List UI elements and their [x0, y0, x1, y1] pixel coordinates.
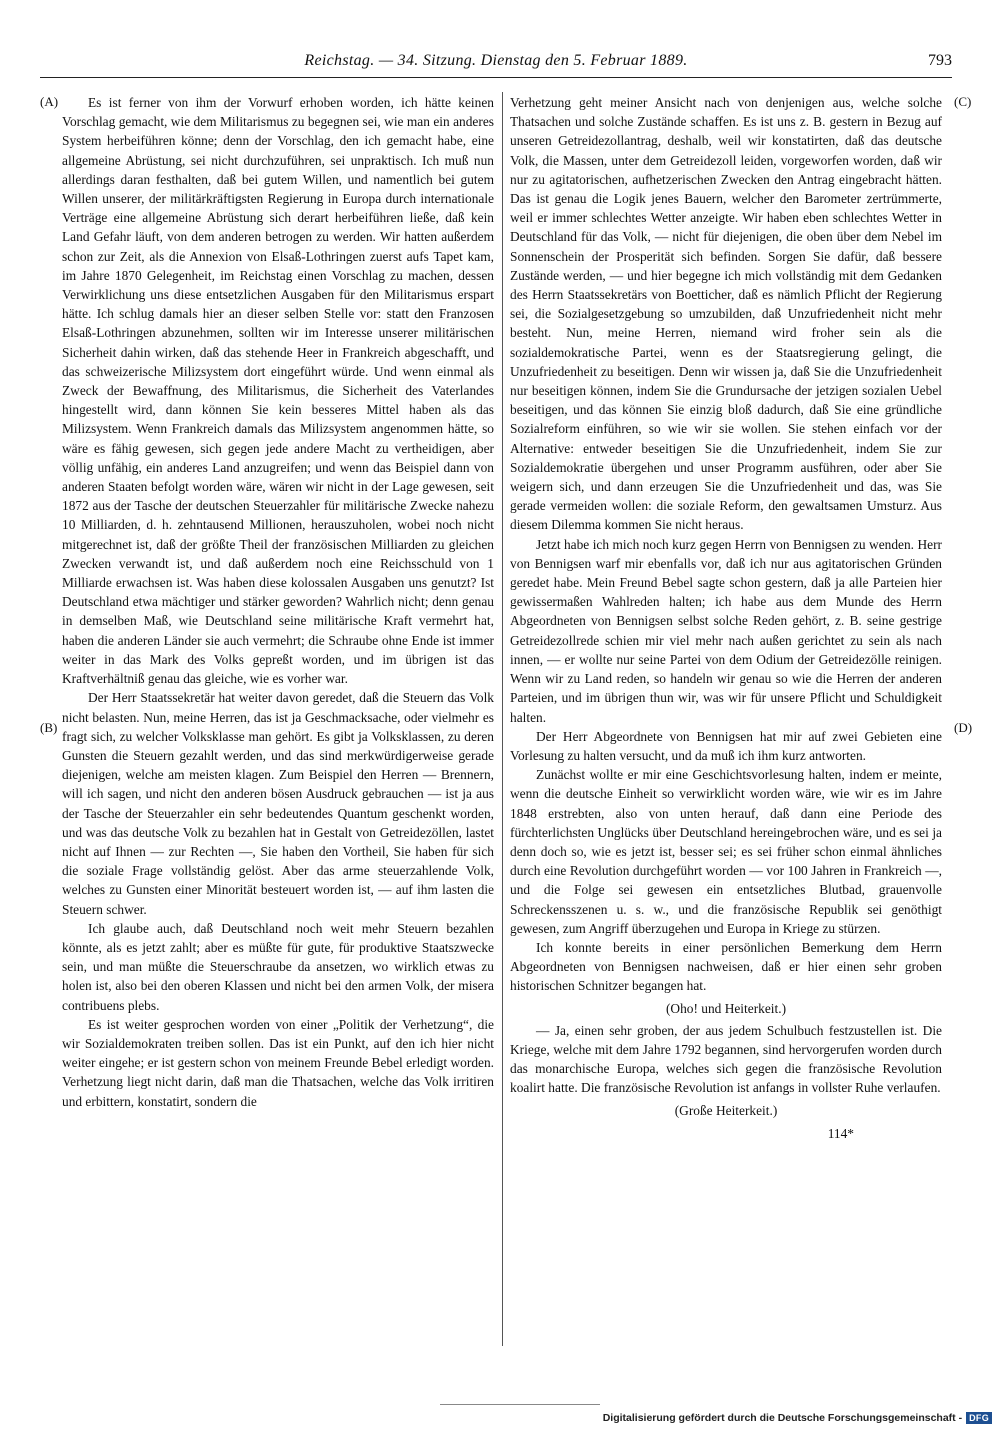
margin-marker-b: (B) — [40, 720, 58, 735]
margin-marker-c: (C) — [954, 94, 972, 109]
dfg-logo: DFG — [966, 1412, 992, 1424]
header-rule — [40, 77, 952, 78]
right-paragraph-4: Zunächst wollte er mir eine Geschichtsvorlesung halten, indem er meinte, wenn die deutsche Einheit so verwirklicht worden wäre, wie wir es im Jahre 1848 erstrebten, also von unten herauf, daß dann eine Periode des fürchterlichsten Unglücks über Deutschland hereingebrochen wäre, und es sei ja denn doch so, wie es jetzt ist, besser sei; es sei früher schon einmal ähnliches durch eine Revolution durchgeführt worden — vor 100 Jahren in Frankreich —, und die Folge sei gewesen ein entsetzliches Blutbad, grauenvolle Schreckensszenen u. s. w., und die französische Republik sei genöthigt gewesen, zum Angriff überzugehen und Europa in Kriege zu stürzen. — [510, 767, 942, 936]
left-paragraph-1: Es ist ferner von ihm der Vorwurf erhoben worden, ich hätte keinen Vorschlag gemacht, wie dem Militarismus zu begegnen sei, wie man ein anderes System herbeiführen könne; denn der Vorschlag, den ich gemacht habe, eine allgemeine Abrüstung, sei nicht durchzuführen, sei unpraktisch. Ich muß nun allerdings daran festhalten, daß bei gutem Willen, und namentlich bei gutem Willen unserer, der militärkräftigsten Regierung in Europa durch internationale Verträge eine allgemeine Abrüstung sich derart herbeiführen ließe, daß kein Land Gefahr läuft, von dem anderen betrogen zu werden. Wir hatten außerdem schon zur Zeit, als die Annexion von Elsaß-Lothringen zuerst aufs Tapet kam, im Jahre 1870 Gelegenheit, im Reichstag einen Vorschlag zu machen, dessen Verwirklichung uns diese entsetzlichen Ausgaben für den Militarismus erspart hätte. Ich schlug damals hier an dieser selben Stelle vor: statt den Franzosen Elsaß-Lothringen abzunehmen, sollten wir im Interesse unserer militärischen Sicherheit dahin wirken, daß das stehende Heer in Frankreich abgeschafft, und das schweizerische Milizsystem dort eingeführt würde. Und wenn einmal als Zweck der Bewaffnung, des Militarismus, die Sicherheit des Vaterlandes hingestellt wird, dann können Sie kein besseres Mittel haben als das Milizsystem. Wenn Frankreich damals das Milizsystem angenommen hätte, so wäre es fähig gewesen, sich gegen jede andere Macht zu vertheidigen, aber völlig unfähig, ein anderes Land anzugreifen; und wenn das Beispiel dann von anderen Staaten befolgt worden wäre, wären wir nicht in der Lage gewesen, seit 1872 aus der Tasche der deutschen Steuerzahler für militärische Zwecke nahezu 10 Milliarden, d. h. zehntausend Millionen, herauszuholen, wobei noch nicht mitgerechnet ist, daß der größte Theil der französischen Milliarden zu gleichen Zwecken verwandt ist, und daß außerdem noch eine Reichsschuld von 1 Milliarde erwachsen ist. Was haben diese kolossalen Ausgaben uns genutzt? Ist Deutschland etwa mächtiger und stärker geworden? Wahrlich nicht; denn genau in demselben Maß, wie Deutschland seine militärische Kraft vermehrt hat, haben die anderen Länder sie auch vermehrt; die Schraube ohne Ende ist immer weiter in das Mark des Volks gepreßt worden, und im übrigen ist das Kraftverhältniß genau das gleiche, wie es vorher war. — [62, 95, 494, 687]
right-paragraph-1: Verhetzung geht meiner Ansicht nach von denjenigen aus, welche solche Thatsachen und solche Zustände schaffen. Es ist uns z. B. gestern in Bezug auf unseren Getreidezollantrag, deshalb, weil wir konstatirten, daß das deutsche Volk, die Massen, unter dem Getreidezoll leiden, vorgeworfen worden, daß wir nur zu agitatorischen, aufhetzerischen Zwecken den Antrag eingebracht hätten. Das ist genau die Logik jenes Bauern, welcher den Barometer zertrümmerte, weil er immer schlechtes Wetter anzeigte. Wir haben eben schlechtes Wetter in Deutschland für das Volk, — nicht für diejenigen, die oben über dem Nebel im Sonnenschein der Prosperität sich befinden. Sorgen Sie dafür, daß bessere Zustände werden, — und hier begegne ich mich vollständig mit dem Gedanken des Herrn Staatssekretärs von Boetticher, daß es nämlich Pflicht der Regierung sei, die Sozialgesetzgebung so umzubilden, daß Unzufriedenheit nicht mehr besteht. Nun, meine Herren, niemand wird froher sein als die sozialdemokratische Partei, wenn es der Staatsregierung gelingt, die Unzufriedenheit zu beseitigen. Denn wir wissen ja, daß Sie die Unzufriedenheit nur beseitigen können, indem Sie die Grundursache der jetzigen sozialen Uebel beseitigen, und das können Sie einzig bloß dadurch, daß Sie eine gründliche Sozialreform einführen, so wie wir sie wollen. Sie stehen einfach vor der Alternative: entweder beseitigen Sie die Unzufriedenheit, indem Sie zur Sozialdemokratie übergehen und unser Programm ausführen, oder aber Sie weigern sich, und dann erzeugen Sie die Unzufriedenheit und das, was Sie gerade vermeiden wollen: die soziale Reform, den gewaltsamen Umsturz. Aus diesem Dilemma kommen Sie nicht heraus. — [510, 95, 942, 533]
left-paragraph-2: Der Herr Staatssekretär hat weiter davon geredet, daß die Steuern das Volk nicht belasten. Nun, meine Herren, das ist ja Geschmacksache, oder vielmehr es fragt sich, zu welcher Volksklasse man gehört. Es gibt ja Volksklassen, zu deren Gunsten die Steuern gezahlt werden, und das sind merkwürdigerweise gerade diejenigen, welche am meisten klagen. Zum Beispiel den Herren — Brennern, will ich sagen, und nicht den anderen bösen Ausdruck gebrauchen — ist ja aus der Tasche der Steuerzahler ein sehr bedeutendes Quantum geschenkt worden, und was das deutsche Volk zu bezahlen hat in Gestalt von Getreidezöllen, lastet nicht auf Ihnen — zur Rechten —, Sie haben den Vortheil, Sie haben für sich die soziale Frage vollständig gelöst. Aber das arme steuerzahlende Volk, welches zu Gunsten einer Minorität besteuert worden ist, — auf ihm lasten die Steuern schwer. — [62, 690, 494, 917]
page-header — [40, 50, 952, 76]
left-paragraph-3: Ich glaube auch, daß Deutschland noch weit mehr Steuern bezahlen könnte, als es jetzt zahlt; aber es müßte für gute, für produktive Staatszwecke sein, und man müßte die Steuerschraube da ansetzen, wo wirklich etwas zu holen ist, also bei den oberen Klassen und nicht bei den armen Volk, der misera contribuens plebs. — [62, 920, 494, 1013]
column-divider — [502, 92, 503, 1346]
interjection-1: (Oho! und Heiterkeit.) — [665, 1000, 787, 1016]
signature-mark: 114* — [827, 1125, 854, 1141]
margin-marker-a: (A) — [40, 94, 59, 109]
interjection-2: (Große Heiterkeit.) — [674, 1102, 778, 1118]
left-column — [62, 93, 494, 1353]
digitization-footer — [603, 1410, 992, 1426]
page-number: 793 — [928, 52, 952, 69]
footer-text: Digitalisierung gefördert durch die Deutsche Forschungsgemeinschaft - — [602, 1412, 963, 1424]
margin-marker-d: (D) — [954, 720, 973, 735]
left-paragraph-4: Es ist weiter gesprochen worden von einer „Politik der Verhetzung“, die wir Sozialdemokraten treiben sollen. Das ist ein Punkt, auf den ich hier nicht weiter eingehe; er ist gestern schon von meinem Freunde Bebel erledigt worden. Verhetzung liegt nicht darin, daß man die Thatsachen, welche das Volk irritiren und erbittern, konstatirt, sondern die — [62, 1016, 494, 1109]
right-paragraph-3: Der Herr Abgeordnete von Bennigsen hat mir auf zwei Gebieten eine Vorlesung zu halten versucht, und da muß ich ihm kurz antworten. — [510, 728, 942, 763]
right-paragraph-2: Jetzt habe ich mich noch kurz gegen Herrn von Bennigsen zu wenden. Herr von Bennigsen warf mir ebenfalls vor, daß ich nur aus agitatorischen Gründen geredet habe. Mein Freund Bebel sagte schon gestern, daß ja alle Parteien hier gewissermaßen Wahlreden halten; ich habe aus dem Munde des Herrn Abgeordneten von Bennigsen selbst solche Reden gehört, z. B. seine gestrige Getreidezollrede schien mir viel mehr nach außen gerichtet zu sein als nach innen, — er wollte nur seine Partei von dem Odium der Getreidezölle reinigen. Wenn wir zu Land reden, so handeln wir genau so wie die Herren der anderen Parteien, und im übrigen thun wir, was wir für unsere Pflicht und Schuldigkeit halten. — [510, 536, 942, 725]
right-paragraph-5: Ich konnte bereits in einer persönlichen Bemerkung dem Herrn Abgeordneten von Bennigsen nachweisen, daß er hier einen sehr groben historischen Schnitzer begangen hat. — [510, 939, 942, 994]
bottom-rule — [440, 1404, 600, 1405]
right-paragraph-6: — Ja, einen sehr groben, der aus jedem Schulbuch festzustellen ist. Die Kriege, welche mit dem Jahre 1792 begannen, sind hervorgerufen worden durch das monarchische Europa, welches sich gegen die französische Revolution koalirt hatte. Die französische Revolution ist anfangs in vollster Ruhe verlaufen. — [510, 1022, 942, 1096]
right-column — [510, 93, 942, 1363]
header-title: Reichstag. — 34. Sitzung. Dienstag den 5. Februar 1889. — [304, 52, 688, 69]
